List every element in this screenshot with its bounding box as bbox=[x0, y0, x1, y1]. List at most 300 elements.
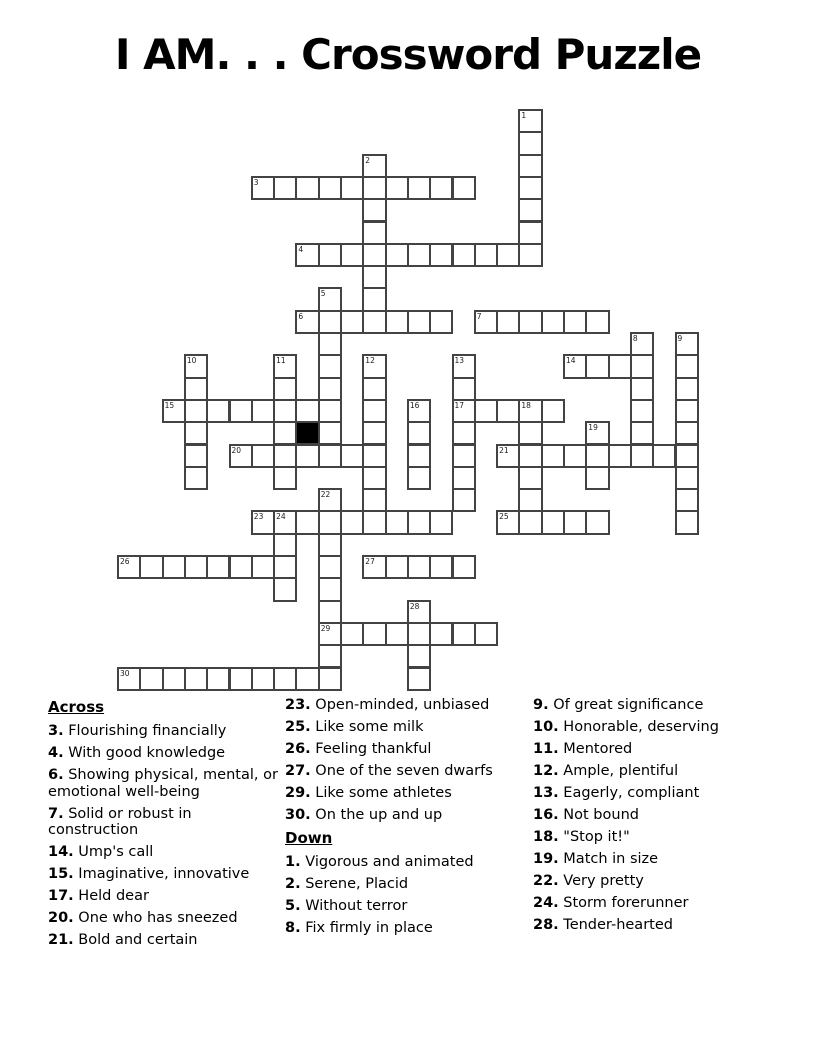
clue-number: 18. bbox=[533, 829, 559, 845]
grid-cell[interactable] bbox=[318, 644, 342, 668]
grid-cell[interactable] bbox=[407, 444, 431, 468]
grid-cell[interactable] bbox=[184, 667, 208, 691]
page-title: I AM. . . Crossword Puzzle bbox=[114, 30, 702, 79]
clue-text: Showing physical, mental, or emotional well-being bbox=[48, 767, 278, 800]
grid-cell[interactable] bbox=[496, 510, 520, 534]
cell-number: 17 bbox=[454, 400, 465, 410]
grid-cell[interactable] bbox=[474, 243, 498, 267]
clue-text: One who has sneezed bbox=[78, 910, 238, 926]
grid-cell[interactable] bbox=[518, 198, 542, 222]
grid-cell[interactable] bbox=[362, 421, 386, 445]
grid-cell[interactable] bbox=[630, 421, 654, 445]
grid-cell[interactable] bbox=[541, 399, 565, 423]
grid-cell[interactable] bbox=[362, 243, 386, 267]
clue-text: Honorable, deserving bbox=[563, 719, 719, 735]
grid-cell[interactable] bbox=[385, 243, 409, 267]
grid-cell[interactable] bbox=[407, 399, 431, 423]
clue-item bbox=[285, 697, 535, 714]
grid-cell[interactable] bbox=[295, 667, 319, 691]
grid-cell[interactable] bbox=[407, 644, 431, 668]
cell-number: 26 bbox=[120, 557, 130, 566]
grid-cell[interactable] bbox=[340, 444, 364, 468]
grid-cell[interactable] bbox=[518, 421, 542, 445]
clue-text: One of the seven dwarfs bbox=[315, 763, 493, 779]
grid-cell[interactable] bbox=[295, 444, 319, 468]
grid-cell[interactable] bbox=[385, 176, 409, 200]
clue-number: 25. bbox=[285, 719, 311, 735]
clue-item bbox=[48, 932, 285, 949]
grid-cell[interactable] bbox=[652, 444, 676, 468]
grid-cell[interactable] bbox=[362, 488, 386, 512]
grid-cell[interactable] bbox=[452, 488, 476, 512]
grid-cell[interactable] bbox=[184, 466, 208, 490]
grid-cell[interactable] bbox=[273, 466, 297, 490]
grid-cell[interactable] bbox=[385, 310, 409, 334]
grid-cell[interactable] bbox=[362, 265, 386, 289]
grid-cell[interactable] bbox=[675, 377, 699, 401]
grid-cell[interactable] bbox=[563, 510, 587, 534]
clue-column-2 bbox=[285, 697, 535, 942]
clue-number: 23. bbox=[285, 697, 311, 713]
cell-number: 25 bbox=[499, 512, 509, 522]
grid-cell[interactable] bbox=[496, 444, 520, 468]
clue-number: 14. bbox=[48, 844, 74, 860]
grid-cell[interactable] bbox=[229, 399, 253, 423]
clue-item bbox=[285, 741, 535, 758]
cell-number: 19 bbox=[588, 423, 598, 433]
grid-cell[interactable] bbox=[585, 510, 609, 534]
clues-section-header: Across bbox=[48, 698, 105, 716]
clue-text: Eagerly, compliant bbox=[563, 785, 700, 801]
grid-cell[interactable] bbox=[518, 399, 542, 423]
grid-cell[interactable] bbox=[340, 510, 364, 534]
grid-cell[interactable] bbox=[675, 421, 699, 445]
grid-cell[interactable] bbox=[318, 488, 342, 512]
grid-cell[interactable] bbox=[518, 176, 542, 200]
grid-cell[interactable] bbox=[407, 622, 431, 646]
cell-number: 16 bbox=[409, 400, 420, 410]
grid-cell[interactable] bbox=[362, 622, 386, 646]
grid-cell[interactable] bbox=[452, 354, 476, 378]
grid-cell[interactable] bbox=[407, 510, 431, 534]
clue-text: Serene, Placid bbox=[305, 876, 409, 892]
grid-cell[interactable] bbox=[318, 287, 342, 311]
cell-number: 13 bbox=[454, 356, 465, 366]
clue-number: 9. bbox=[533, 697, 549, 713]
clue-text: Match in size bbox=[563, 851, 659, 867]
clue-item bbox=[48, 866, 285, 883]
clue-text: Held dear bbox=[78, 888, 149, 904]
grid-cell[interactable] bbox=[295, 243, 319, 267]
grid-cell[interactable] bbox=[518, 444, 542, 468]
grid-cell[interactable] bbox=[630, 354, 654, 378]
clue-number: 12. bbox=[533, 763, 559, 779]
grid-cell[interactable] bbox=[675, 466, 699, 490]
grid-cell[interactable] bbox=[585, 466, 609, 490]
clue-item bbox=[533, 917, 763, 934]
clue-number: 11. bbox=[533, 741, 559, 757]
clue-number: 27. bbox=[285, 763, 311, 779]
clue-number: 26. bbox=[285, 741, 311, 757]
grid-cell[interactable] bbox=[206, 555, 230, 579]
clue-item bbox=[533, 785, 763, 802]
clue-text: On the up and up bbox=[315, 807, 443, 823]
black-cell bbox=[295, 421, 319, 445]
cell-number: 18 bbox=[521, 400, 531, 410]
clue-text: Very pretty bbox=[563, 873, 644, 889]
grid-cell[interactable] bbox=[184, 354, 208, 378]
grid-cell[interactable] bbox=[518, 310, 542, 334]
grid-cell[interactable] bbox=[251, 444, 275, 468]
grid-cell[interactable] bbox=[340, 243, 364, 267]
clue-item bbox=[533, 741, 763, 758]
grid-cell[interactable] bbox=[318, 243, 342, 267]
grid-cell[interactable] bbox=[273, 667, 297, 691]
grid-cell[interactable] bbox=[474, 399, 498, 423]
clue-item bbox=[533, 829, 763, 846]
grid-cell[interactable] bbox=[452, 444, 476, 468]
clue-number: 16. bbox=[533, 807, 559, 823]
grid-cell[interactable] bbox=[273, 533, 297, 557]
grid-cell[interactable] bbox=[362, 176, 386, 200]
grid-cell[interactable] bbox=[318, 332, 342, 356]
grid-cell[interactable] bbox=[452, 399, 476, 423]
grid-cell[interactable] bbox=[362, 466, 386, 490]
grid-cell[interactable] bbox=[452, 555, 476, 579]
clue-item bbox=[285, 763, 535, 780]
grid-cell[interactable] bbox=[362, 510, 386, 534]
grid-cell[interactable] bbox=[630, 444, 654, 468]
grid-cell[interactable] bbox=[362, 399, 386, 423]
cell-number: 11 bbox=[276, 356, 286, 366]
grid-cell[interactable] bbox=[362, 555, 386, 579]
clue-number: 6. bbox=[48, 767, 64, 783]
grid-cell[interactable] bbox=[385, 622, 409, 646]
grid-cell[interactable] bbox=[251, 176, 275, 200]
clue-text: Solid or robust in construction bbox=[48, 805, 192, 838]
grid-cell[interactable] bbox=[563, 354, 587, 378]
clue-item bbox=[533, 873, 763, 890]
clue-item bbox=[48, 888, 285, 905]
clue-text: Not bound bbox=[563, 807, 639, 823]
grid-cell[interactable] bbox=[362, 377, 386, 401]
grid-cell[interactable] bbox=[563, 310, 587, 334]
clue-item bbox=[285, 807, 535, 824]
grid-cell[interactable] bbox=[518, 466, 542, 490]
grid-cell[interactable] bbox=[452, 622, 476, 646]
clue-text: Tender-hearted bbox=[563, 917, 673, 933]
grid-cell[interactable] bbox=[340, 622, 364, 646]
grid-cell[interactable] bbox=[273, 444, 297, 468]
clue-text: Flourishing financially bbox=[68, 723, 227, 739]
grid-cell[interactable] bbox=[407, 466, 431, 490]
grid-cell[interactable] bbox=[139, 555, 163, 579]
clue-number: 3. bbox=[48, 723, 64, 739]
grid-cell[interactable] bbox=[429, 310, 453, 334]
grid-cell[interactable] bbox=[518, 109, 542, 133]
grid-cell[interactable] bbox=[407, 243, 431, 267]
grid-cell[interactable] bbox=[496, 243, 520, 267]
grid-cell[interactable] bbox=[407, 176, 431, 200]
grid-cell[interactable] bbox=[429, 176, 453, 200]
grid-cell[interactable] bbox=[340, 310, 364, 334]
grid-cell[interactable] bbox=[273, 354, 297, 378]
grid-cell[interactable] bbox=[630, 377, 654, 401]
clue-number: 28. bbox=[533, 917, 559, 933]
grid-cell[interactable] bbox=[273, 577, 297, 601]
clue-text: Storm forerunner bbox=[563, 895, 689, 911]
grid-cell[interactable] bbox=[229, 667, 253, 691]
grid-cell[interactable] bbox=[429, 622, 453, 646]
grid-cell[interactable] bbox=[585, 421, 609, 445]
clue-item bbox=[48, 806, 285, 839]
cell-number: 29 bbox=[320, 623, 331, 633]
cell-number: 27 bbox=[365, 557, 375, 566]
grid-cell[interactable] bbox=[162, 399, 186, 423]
grid-cell[interactable] bbox=[273, 176, 297, 200]
grid-cell[interactable] bbox=[675, 510, 699, 534]
clue-number: 13. bbox=[533, 785, 559, 801]
grid-cell[interactable] bbox=[273, 421, 297, 445]
grid-cell[interactable] bbox=[452, 377, 476, 401]
clue-number: 24. bbox=[533, 895, 559, 911]
grid-cell[interactable] bbox=[318, 600, 342, 624]
grid-cell[interactable] bbox=[518, 221, 542, 245]
clue-item bbox=[48, 745, 285, 762]
clue-text: Like some milk bbox=[315, 719, 424, 735]
clue-text: Without terror bbox=[305, 898, 408, 914]
clue-text: Imaginative, innovative bbox=[78, 866, 250, 882]
clue-text: Like some athletes bbox=[315, 785, 452, 801]
grid-cell[interactable] bbox=[251, 667, 275, 691]
cell-number: 2 bbox=[365, 155, 371, 165]
clue-item bbox=[533, 697, 763, 714]
grid-cell[interactable] bbox=[251, 555, 275, 579]
clue-number: 19. bbox=[533, 851, 559, 867]
grid-cell[interactable] bbox=[675, 332, 699, 356]
grid-cell[interactable] bbox=[541, 310, 565, 334]
grid-cell[interactable] bbox=[273, 510, 297, 534]
grid-cell[interactable] bbox=[362, 287, 386, 311]
grid-cell[interactable] bbox=[518, 510, 542, 534]
grid-cell[interactable] bbox=[385, 510, 409, 534]
grid-cell[interactable] bbox=[407, 555, 431, 579]
clue-number: 29. bbox=[285, 785, 311, 801]
clue-item bbox=[285, 854, 535, 871]
grid-cell[interactable] bbox=[585, 310, 609, 334]
cell-number: 6 bbox=[298, 311, 304, 321]
grid-cell[interactable] bbox=[675, 399, 699, 423]
grid-cell[interactable] bbox=[318, 399, 342, 423]
grid-cell[interactable] bbox=[273, 555, 297, 579]
grid-cell[interactable] bbox=[229, 555, 253, 579]
grid-cell[interactable] bbox=[273, 399, 297, 423]
grid-cell[interactable] bbox=[675, 354, 699, 378]
grid-cell[interactable] bbox=[206, 667, 230, 691]
grid-cell[interactable] bbox=[474, 310, 498, 334]
grid-cell[interactable] bbox=[318, 622, 342, 646]
grid-cell[interactable] bbox=[162, 555, 186, 579]
grid-cell[interactable] bbox=[407, 421, 431, 445]
grid-cell[interactable] bbox=[229, 444, 253, 468]
cell-number: 21 bbox=[499, 445, 509, 455]
grid-cell[interactable] bbox=[318, 533, 342, 557]
clue-item bbox=[533, 719, 763, 736]
cell-number: 5 bbox=[320, 289, 326, 299]
clue-column-3 bbox=[533, 697, 763, 939]
grid-cell[interactable] bbox=[518, 488, 542, 512]
grid-cell[interactable] bbox=[318, 667, 342, 691]
clue-number: 7. bbox=[48, 805, 64, 822]
clue-number: 21. bbox=[48, 932, 74, 948]
grid-cell[interactable] bbox=[184, 444, 208, 468]
grid-cell[interactable] bbox=[585, 354, 609, 378]
grid-cell[interactable] bbox=[273, 377, 297, 401]
clue-item bbox=[48, 844, 285, 861]
grid-cell[interactable] bbox=[184, 399, 208, 423]
cell-number: 9 bbox=[677, 334, 683, 343]
clue-item bbox=[533, 763, 763, 780]
clue-text: Vigorous and animated bbox=[305, 854, 474, 870]
cell-number: 1 bbox=[521, 111, 527, 120]
grid-cell[interactable] bbox=[318, 354, 342, 378]
grid-cell[interactable] bbox=[295, 510, 319, 534]
grid-cell[interactable] bbox=[407, 310, 431, 334]
grid-cell[interactable] bbox=[318, 310, 342, 334]
grid-cell[interactable] bbox=[496, 399, 520, 423]
grid-cell[interactable] bbox=[251, 399, 275, 423]
grid-cell[interactable] bbox=[452, 243, 476, 267]
cell-number: 8 bbox=[632, 334, 638, 343]
clue-text: Ump's call bbox=[78, 844, 154, 860]
clue-text: With good knowledge bbox=[68, 745, 226, 761]
grid-cell[interactable] bbox=[563, 444, 587, 468]
grid-cell[interactable] bbox=[518, 154, 542, 178]
grid-cell[interactable] bbox=[541, 444, 565, 468]
cell-number: 14 bbox=[566, 356, 576, 366]
grid-cell[interactable] bbox=[429, 243, 453, 267]
grid-cell[interactable] bbox=[675, 488, 699, 512]
grid-cell[interactable] bbox=[429, 510, 453, 534]
clue-item bbox=[285, 785, 535, 802]
clue-item bbox=[285, 898, 535, 915]
grid-cell[interactable] bbox=[362, 154, 386, 178]
grid-cell[interactable] bbox=[474, 622, 498, 646]
clue-text: Open-minded, unbiased bbox=[315, 697, 490, 713]
clue-item bbox=[285, 719, 535, 736]
clue-item bbox=[48, 767, 285, 800]
clue-text: Fix firmly in place bbox=[305, 920, 433, 936]
grid-cell[interactable] bbox=[318, 555, 342, 579]
grid-cell[interactable] bbox=[318, 421, 342, 445]
grid-cell[interactable] bbox=[452, 421, 476, 445]
grid-cell[interactable] bbox=[295, 399, 319, 423]
cell-number: 3 bbox=[253, 177, 259, 187]
clue-item bbox=[285, 920, 535, 937]
clue-text: Feeling thankful bbox=[315, 741, 432, 757]
grid-cell[interactable] bbox=[362, 354, 386, 378]
grid-cell[interactable] bbox=[318, 510, 342, 534]
clue-item bbox=[533, 807, 763, 824]
clues-section-header: Down bbox=[285, 829, 333, 847]
grid-cell[interactable] bbox=[608, 444, 632, 468]
grid-cell[interactable] bbox=[251, 510, 275, 534]
grid-cell[interactable] bbox=[362, 444, 386, 468]
clue-number: 20. bbox=[48, 910, 74, 926]
grid-cell[interactable] bbox=[362, 221, 386, 245]
grid-cell[interactable] bbox=[362, 310, 386, 334]
grid-cell[interactable] bbox=[117, 667, 141, 691]
cell-number: 22 bbox=[320, 490, 331, 500]
grid-cell[interactable] bbox=[518, 131, 542, 155]
grid-cell[interactable] bbox=[318, 577, 342, 601]
clue-number: 30. bbox=[285, 807, 311, 823]
grid-cell[interactable] bbox=[206, 399, 230, 423]
grid-cell[interactable] bbox=[295, 310, 319, 334]
grid-cell[interactable] bbox=[608, 354, 632, 378]
cell-number: 12 bbox=[365, 356, 375, 366]
grid-cell[interactable] bbox=[318, 377, 342, 401]
clue-text: Ample, plentiful bbox=[563, 763, 679, 779]
grid-cell[interactable] bbox=[184, 377, 208, 401]
clue-item bbox=[48, 723, 285, 740]
grid-cell[interactable] bbox=[162, 667, 186, 691]
grid-cell[interactable] bbox=[184, 421, 208, 445]
clue-text: Bold and certain bbox=[78, 932, 198, 948]
grid-cell[interactable] bbox=[318, 176, 342, 200]
grid-cell[interactable] bbox=[184, 555, 208, 579]
grid-cell[interactable] bbox=[139, 667, 163, 691]
clue-number: 1. bbox=[285, 854, 301, 870]
grid-cell[interactable] bbox=[541, 510, 565, 534]
grid-cell[interactable] bbox=[117, 555, 141, 579]
grid-cell[interactable] bbox=[340, 176, 364, 200]
clue-number: 15. bbox=[48, 866, 74, 882]
clue-number: 8. bbox=[285, 920, 301, 936]
grid-cell[interactable] bbox=[318, 444, 342, 468]
cell-number: 28 bbox=[409, 601, 420, 611]
grid-cell[interactable] bbox=[630, 399, 654, 423]
grid-cell[interactable] bbox=[295, 176, 319, 200]
grid-cell[interactable] bbox=[675, 444, 699, 468]
clue-number: 5. bbox=[285, 898, 301, 914]
clue-column-1 bbox=[48, 697, 285, 954]
grid-cell[interactable] bbox=[452, 466, 476, 490]
cell-number: 24 bbox=[276, 512, 286, 522]
grid-cell[interactable] bbox=[585, 444, 609, 468]
cell-number: 7 bbox=[476, 311, 482, 321]
clue-item bbox=[285, 876, 535, 893]
grid-cell[interactable] bbox=[429, 555, 453, 579]
cell-number: 30 bbox=[120, 668, 130, 678]
grid-cell[interactable] bbox=[362, 198, 386, 222]
clue-item bbox=[533, 895, 763, 912]
cell-number: 23 bbox=[253, 512, 264, 522]
grid-cell[interactable] bbox=[385, 555, 409, 579]
grid-cell[interactable] bbox=[630, 332, 654, 356]
clue-text: "Stop it!" bbox=[563, 829, 630, 845]
clue-text: Mentored bbox=[563, 741, 633, 757]
grid-cell[interactable] bbox=[518, 243, 542, 267]
grid-cell[interactable] bbox=[407, 600, 431, 624]
grid-cell[interactable] bbox=[496, 310, 520, 334]
grid-cell[interactable] bbox=[407, 667, 431, 691]
clue-number: 10. bbox=[533, 719, 559, 735]
clue-number: 2. bbox=[285, 876, 301, 892]
grid-cell[interactable] bbox=[452, 176, 476, 200]
clue-text: Of great significance bbox=[553, 697, 704, 713]
cell-number: 20 bbox=[231, 445, 242, 455]
